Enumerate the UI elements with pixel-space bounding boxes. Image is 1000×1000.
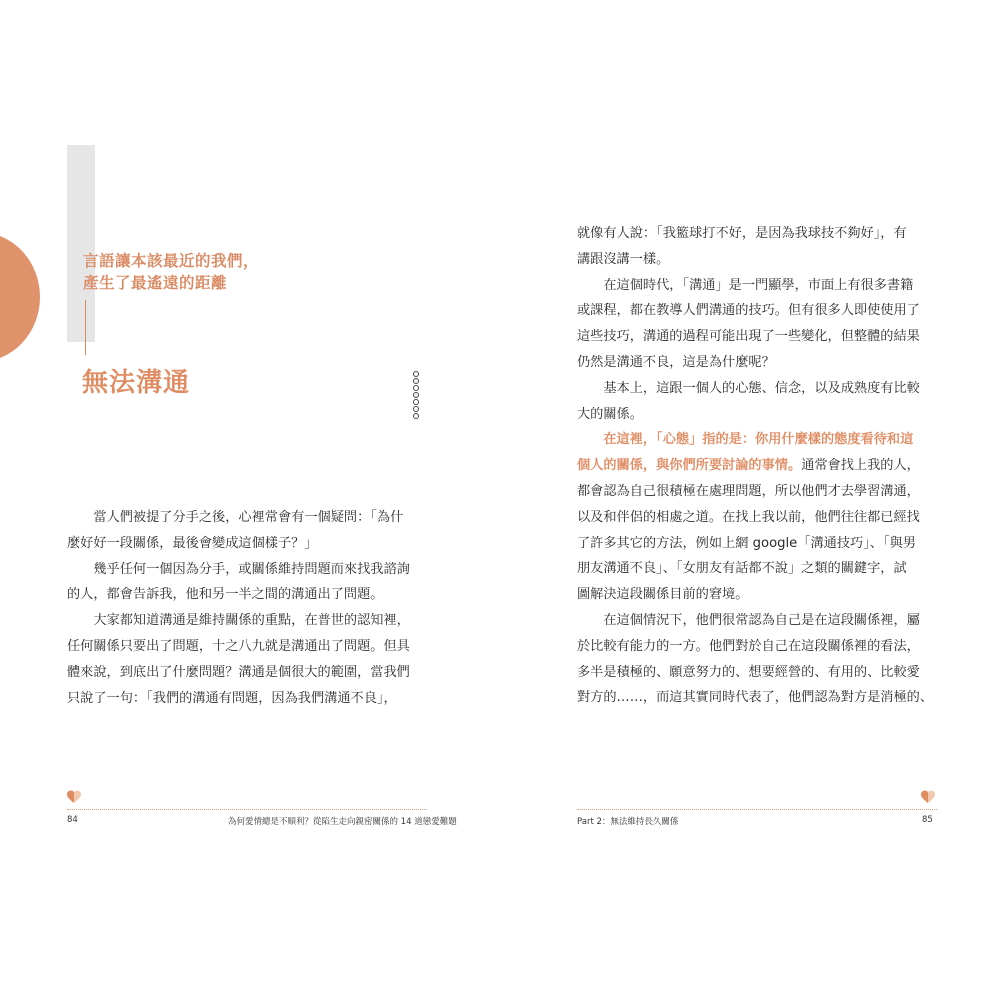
quote-line-2: 產生了最遙遠的距離 xyxy=(83,273,228,292)
text-line: 幾乎任何一個因為分手，或關係維持問題而來找我諮詢 xyxy=(67,561,410,577)
decorative-circle xyxy=(0,232,40,362)
dot xyxy=(413,413,419,419)
text-line: 仍然是溝通不良，這是為什麼呢？ xyxy=(577,354,775,370)
text-line: 講跟沒講一樣。 xyxy=(577,251,670,267)
highlight-line xyxy=(577,427,937,453)
dot xyxy=(413,371,419,377)
footer-divider xyxy=(67,809,427,810)
text-line: 朋友溝通不良」、「女朋友有話都不說」之類的關鍵字，試 xyxy=(577,561,907,577)
text-line: 或課程，都在教導人們溝通的技巧。但有很多人即使使用了 xyxy=(577,303,920,319)
text-line: 這些技巧，溝通的過程可能出現了一些變化，但整體的結果 xyxy=(577,329,920,345)
text-line: 麼好好一段關係，最後會變成這個樣子？」 xyxy=(67,535,318,551)
text-line: 大的關係。 xyxy=(577,406,643,422)
dot xyxy=(413,385,419,391)
text-line: 當人們被提了分手之後，心裡常會有一個疑問：「為什 xyxy=(67,510,404,525)
left-page-body xyxy=(67,505,427,711)
text-line: 體來說，到底出了什麼問題？溝通是個很大的範圍，當我們 xyxy=(67,664,410,680)
right-page-body xyxy=(577,221,937,711)
dot xyxy=(413,406,419,412)
highlight-text: 在這裡，「心態」指的是：你用什麼樣的態度看待和這 xyxy=(603,432,914,448)
text-line: 了許多其它的方法，例如上網 google「溝通技巧」、「與男 xyxy=(577,535,916,551)
text-line: 任何關係只要出了問題，十之八九就是溝通出了問題。但具 xyxy=(67,638,410,654)
text-line: 都會認為自己很積極在處理問題，所以他們才去學習溝通， xyxy=(577,483,920,499)
text-line: 只說了一句：「我們的溝通有問題，因為我們溝通不良」， xyxy=(67,690,397,706)
page-number: 84 xyxy=(67,815,78,825)
text-line: 於比較有能力的一方。他們對於自己在這段關係裡的看法， xyxy=(577,638,920,654)
footer-divider xyxy=(577,809,937,810)
page-number: 85 xyxy=(922,815,933,825)
text-line: 基本上，這跟一個人的心態、信念，以及成熟度有比較 xyxy=(577,380,920,396)
decorative-gray-bar xyxy=(67,145,95,342)
running-title: Part 2：無法維持長久關係 xyxy=(577,817,679,827)
dot xyxy=(413,399,419,405)
text-line: 圖解決這段關係目前的窘境。 xyxy=(577,587,749,603)
highlight-line xyxy=(577,453,937,479)
text-line: 在這個時代，「溝通」是一門顯學，市面上有很多書籍 xyxy=(577,277,914,293)
heart-icon xyxy=(66,789,82,805)
heart-icon xyxy=(920,789,936,805)
text-line: 大家都知道溝通是維持關係的重點，在普世的認知裡， xyxy=(67,613,410,629)
dot xyxy=(413,378,419,384)
text-fragment: 通常會找上我的人， xyxy=(801,458,920,474)
text-line: 以及和伴侶的相處之道。在找上我以前，他們往往都已經找 xyxy=(577,509,920,525)
chapter-quote xyxy=(83,250,259,294)
quote-line-1: 言語讓本該最近的我們， xyxy=(83,251,260,270)
text-line: 在這個情況下，他們很常認為自己是在這段關係裡，屬 xyxy=(577,612,920,628)
quote-divider xyxy=(85,300,86,355)
dot xyxy=(413,392,419,398)
text-line: 的人，都會告訴我，他和另一半之間的溝通出了問題。 xyxy=(67,587,384,603)
text-line: 對方的……，而這其實同時代表了，他們認為對方是消極的、 xyxy=(577,690,934,706)
running-title: 為何愛情總是不順利？從陷生走向親密關係的 14 道戀愛難題 xyxy=(228,817,457,827)
text-line: 多半是積極的、願意努力的、想要經營的、有用的、比較愛 xyxy=(577,664,920,680)
text-line: 就像有人說：「我籃球打不好，是因為我球技不夠好」，有 xyxy=(577,226,907,241)
highlight-text: 個人的關係，與你們所要討論的事情。 xyxy=(577,458,802,474)
chapter-title: 無法溝通 xyxy=(82,368,191,398)
decorative-dots xyxy=(413,371,419,419)
